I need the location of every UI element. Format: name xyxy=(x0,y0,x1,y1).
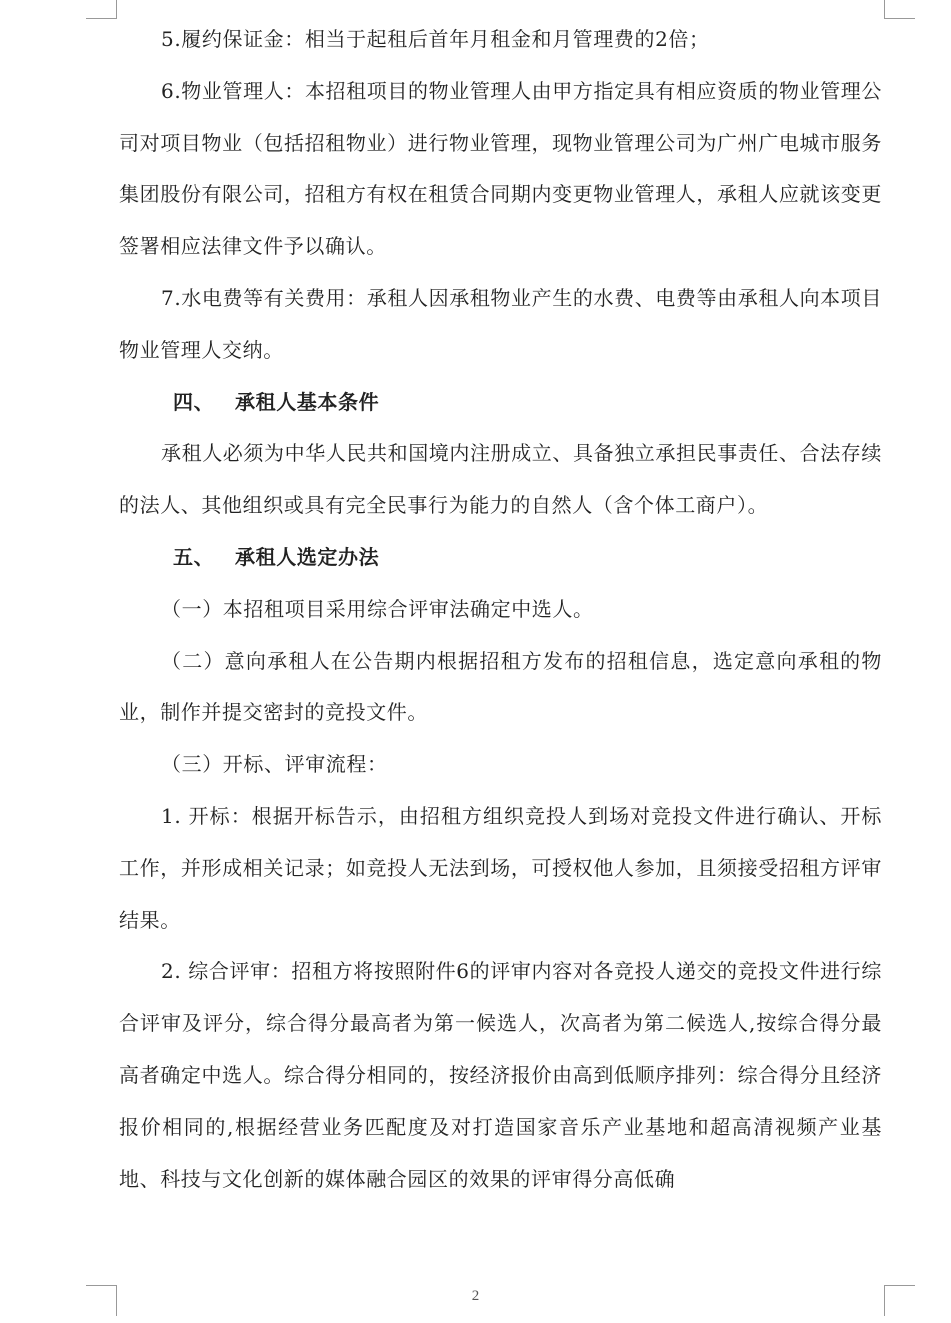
crop-mark-top-right xyxy=(884,0,915,19)
paragraph-lessee-conditions: 承租人必须为中华人民共和国境内注册成立、具备独立承担民事责任、合法存续的法人、其他组织或具有完全民事行为能力的自然人（含个体工商户）。 xyxy=(119,441,882,518)
section-number: 四、 xyxy=(173,389,215,414)
paragraph-utility-fees: 7.水电费等有关费用：承租人因承租物业产生的水费、电费等由承租人向本项目物业管理人交纳。 xyxy=(119,285,882,362)
paragraph-evaluation: 2. 综合评审：招租方将按照附件6的评审内容对各竞投人递交的竞投文件进行综合评审及评分，综合得分最高者为第一候选人，次高者为第二候选人,按综合得分最高者确定中选人。综合得分相同的，按经济报价由高到低顺序排列：综合得分且经济报价相同的,根据经营业务匹配度及对打造国家音乐产业基地和超高清视频产业基地、科技与文化创新的媒体融合园区的效果的评审得分高低确 xyxy=(119,959,882,1191)
paragraph-bid-submission: （二）意向承租人在公告期内根据招租方发布的招租信息，选定意向承租的物业，制作并提交密封的竞投文件。 xyxy=(119,648,882,725)
document-body xyxy=(119,14,882,1205)
section-number: 五、 xyxy=(173,544,215,569)
paragraph-method: （一）本招租项目采用综合评审法确定中选人。 xyxy=(161,596,594,621)
section-title: 承租人选定办法 xyxy=(235,544,380,569)
crop-mark-top-left xyxy=(86,0,117,19)
section-heading-5 xyxy=(119,532,882,584)
paragraph-deposit: 5.履约保证金：相当于起租后首年月租金和月管理费的2倍； xyxy=(161,27,710,51)
section-title: 承租人基本条件 xyxy=(235,389,380,414)
page-number: 2 xyxy=(471,1288,480,1304)
paragraph-process: （三）开标、评审流程： xyxy=(161,752,388,777)
paragraph-property-manager: 6.物业管理人：本招租项目的物业管理人由甲方指定具有相应资质的物业管理公司对项目物业（包括招租物业）进行物业管理，现物业管理公司为广州广电城市服务集团股份有限公司，招租方有权在租赁合同期内变更物业管理人，承租人应就该变更签署相应法律文件予以确认。 xyxy=(119,78,882,259)
paragraph-bid-opening: 1. 开标：根据开标告示，由招租方组织竞投人到场对竞投文件进行确认、开标工作，并形成相关记录；如竞投人无法到场，可授权他人参加，且须接受招租方评审结果。 xyxy=(119,803,882,932)
section-heading-4 xyxy=(119,377,882,429)
